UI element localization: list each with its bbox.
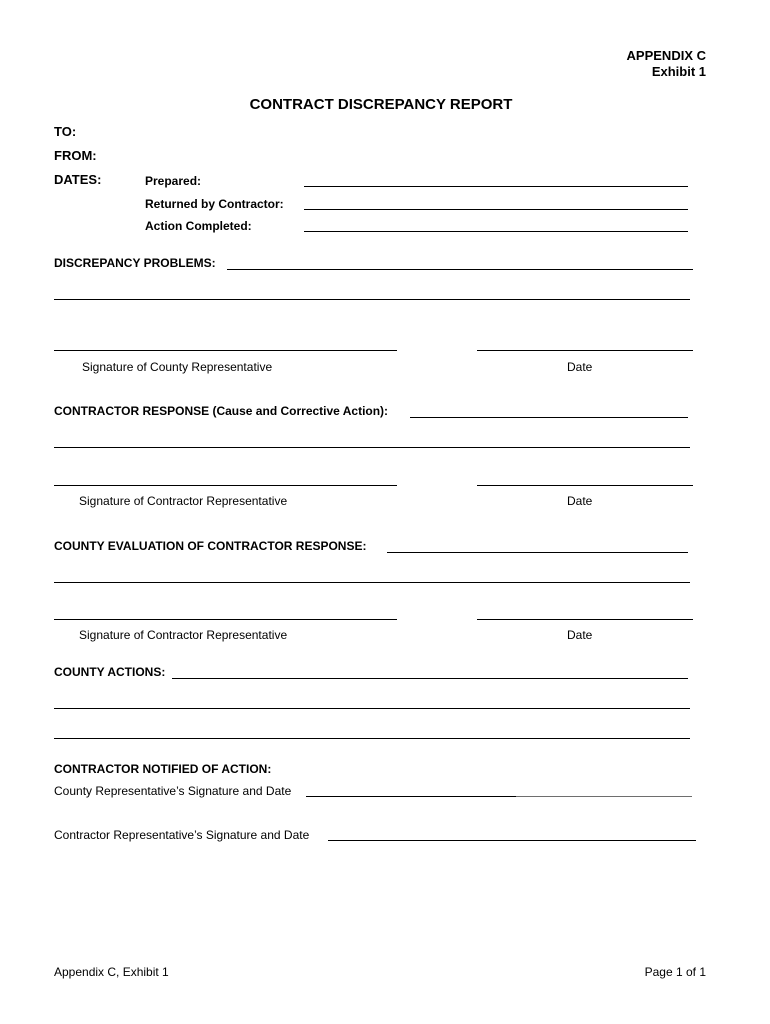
evaluation-signature-caption: Signature of Contractor Representative [79, 628, 288, 642]
returned-date-line[interactable] [304, 209, 688, 210]
contractor-signature-caption: Signature of Contractor Representative [79, 494, 288, 508]
county-evaluation-label: COUNTY EVALUATION OF CONTRACTOR RESPONSE: [54, 539, 367, 553]
page-title: CONTRACT DISCREPANCY REPORT [249, 96, 513, 113]
contractor-date-caption: Date [567, 494, 593, 508]
footer-left: Appendix C, Exhibit 1 [54, 965, 169, 979]
prepared-date-line[interactable] [304, 186, 688, 187]
evaluation-signature-line[interactable] [54, 619, 397, 620]
appendix-label: APPENDIX C [626, 48, 706, 63]
contractor-response-label: CONTRACTOR RESPONSE (Cause and Corrective Action): [54, 404, 389, 418]
from-label: FROM: [54, 148, 97, 163]
evaluation-date-line[interactable] [477, 619, 693, 620]
county-date-line[interactable] [477, 350, 693, 351]
county-signature-line[interactable] [54, 350, 397, 351]
contractor-signature-line[interactable] [54, 485, 397, 486]
to-label: TO: [54, 124, 77, 139]
contractor-notified-label: CONTRACTOR NOTIFIED OF ACTION: [54, 762, 272, 776]
county-rep-signature-line[interactable] [306, 796, 516, 797]
county-signature-caption: Signature of County Representative [82, 360, 273, 374]
prepared-label: Prepared: [145, 174, 202, 188]
county-evaluation-line-1[interactable] [387, 552, 688, 553]
footer-page-number: Page 1 of 1 [644, 965, 706, 979]
contractor-response-line-2[interactable] [54, 447, 690, 448]
county-actions-line-3[interactable] [54, 738, 690, 739]
county-actions-line-1[interactable] [172, 678, 688, 679]
exhibit-label: Exhibit 1 [651, 64, 706, 79]
contractor-date-line[interactable] [477, 485, 693, 486]
contractor-rep-signature-label: Contractor Representative’s Signature and Date [54, 828, 310, 842]
action-completed-label: Action Completed: [145, 219, 252, 233]
county-rep-signature-line-ext[interactable] [516, 796, 692, 797]
action-completed-date-line[interactable] [304, 231, 688, 232]
dates-label: DATES: [54, 172, 102, 187]
county-actions-label: COUNTY ACTIONS: [54, 665, 166, 679]
county-date-caption: Date [567, 360, 593, 374]
county-evaluation-line-2[interactable] [54, 582, 690, 583]
returned-label: Returned by Contractor: [145, 197, 284, 211]
contractor-response-line-1[interactable] [410, 417, 688, 418]
county-rep-signature-label: County Representative’s Signature and Date [54, 784, 292, 798]
discrepancy-line-1[interactable] [227, 269, 693, 270]
contractor-rep-signature-line[interactable] [328, 840, 696, 841]
discrepancy-label: DISCREPANCY PROBLEMS: [54, 256, 216, 270]
evaluation-date-caption: Date [567, 628, 593, 642]
discrepancy-line-2[interactable] [54, 299, 690, 300]
county-actions-line-2[interactable] [54, 708, 690, 709]
